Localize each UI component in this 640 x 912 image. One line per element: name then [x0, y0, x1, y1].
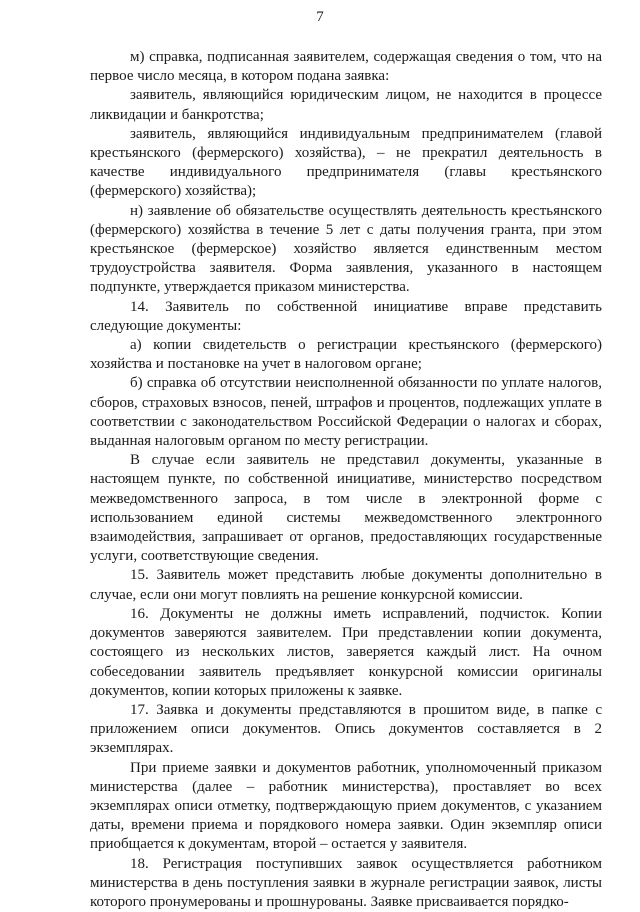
paragraph-m-certificate: м) справка, подписанная заявителем, содержащая сведения о том, что на первое число месяца, в котором подана заявка:: [90, 49, 602, 85]
paragraph-18-registration: 18. Регистрация поступивших заявок осуществляется работником министерства в день поступления заявки в журнале регистрации заявок, листы которого пронумерованы и прошнурованы. Заявке присваивается порядко-: [90, 855, 602, 910]
paragraph-n-obligation-statement: н) заявление об обязательстве осуществлять деятельность крестьянского (фермерского) хозяйства в течение 5 лет с даты получения гранта, при этом крестьянское (фермерское) хозяйство является единственным местом трудоустройства заявителя. Форма заявления, указанного в настоящем подпункте, утверждается приказом министерства.: [90, 202, 602, 296]
paragraph-17-bound-submission: 17. Заявка и документы представляются в прошитом виде, в папке с приложением описи документов. Опись документов составляется в 2 экземплярах.: [90, 701, 602, 757]
paragraph-acceptance-procedure: При приеме заявки и документов работник, уполномоченный приказом министерства (далее – работник министерства), проставляет во всех экземплярах описи отметку, подтверждающую прием документов, с указанием даты, времени приема и порядкового номера заявки. Один экземпляр описи приобщается к документам, второй – остается у заявителя.: [90, 759, 602, 853]
paragraph-a-registration-copies: а) копии свидетельств о регистрации крестьянского (фермерского) хозяйства и постановке на учет в налоговом органе;: [90, 337, 602, 373]
paragraph-15-additional-documents: 15. Заявитель может представить любые документы дополнительно в случае, если они могут повлиять на решение конкурсной комиссии.: [90, 567, 602, 603]
paragraph-legal-entity: заявитель, являющийся юридическим лицом, не находится в процессе ликвидации и банкротства;: [90, 87, 602, 123]
page-number: 7: [316, 9, 324, 25]
paragraph-interagency-request: В случае если заявитель не представил документы, указанные в настоящем пункте, по собственной инициативе, министерство посредством межведомственного запроса, в том числе в электронной форме с использованием единой системы межведомственного электронного взаимодействия, запрашивает от органов, предоставляющих государственные услуги, соответствующие сведения.: [90, 452, 602, 565]
paragraph-b-tax-certificate: б) справка об отсутствии неисполненной обязанности по уплате налогов, сборов, страховых взносов, пеней, штрафов и процентов, подлежащих уплате в соответствии с законодательством Российской Федерации о налогах и сборах, выданная налоговым органом по месту регистрации.: [90, 375, 602, 450]
paragraph-individual-entrepreneur: заявитель, являющийся индивидуальным предпринимателем (главой крестьянского (фермерского) хозяйства), – не прекратил деятельность в качестве индивидуального предпринимателя (главы крестьянского (фермерского) хозяйства);: [90, 125, 602, 200]
paragraph-16-document-requirements: 16. Документы не должны иметь исправлений, подчисток. Копии документов заверяются заявителем. При представлении копии документа, состоящего из нескольких листов, заверяется каждый лист. На очном собеседовании заявитель предъявляет конкурсной комиссии оригиналы документов, копии которых приложены к заявке.: [90, 605, 602, 699]
paragraph-14-optional-documents: 14. Заявитель по собственной инициативе вправе представить следующие документы:: [90, 298, 602, 334]
document-body: [90, 48, 602, 912]
